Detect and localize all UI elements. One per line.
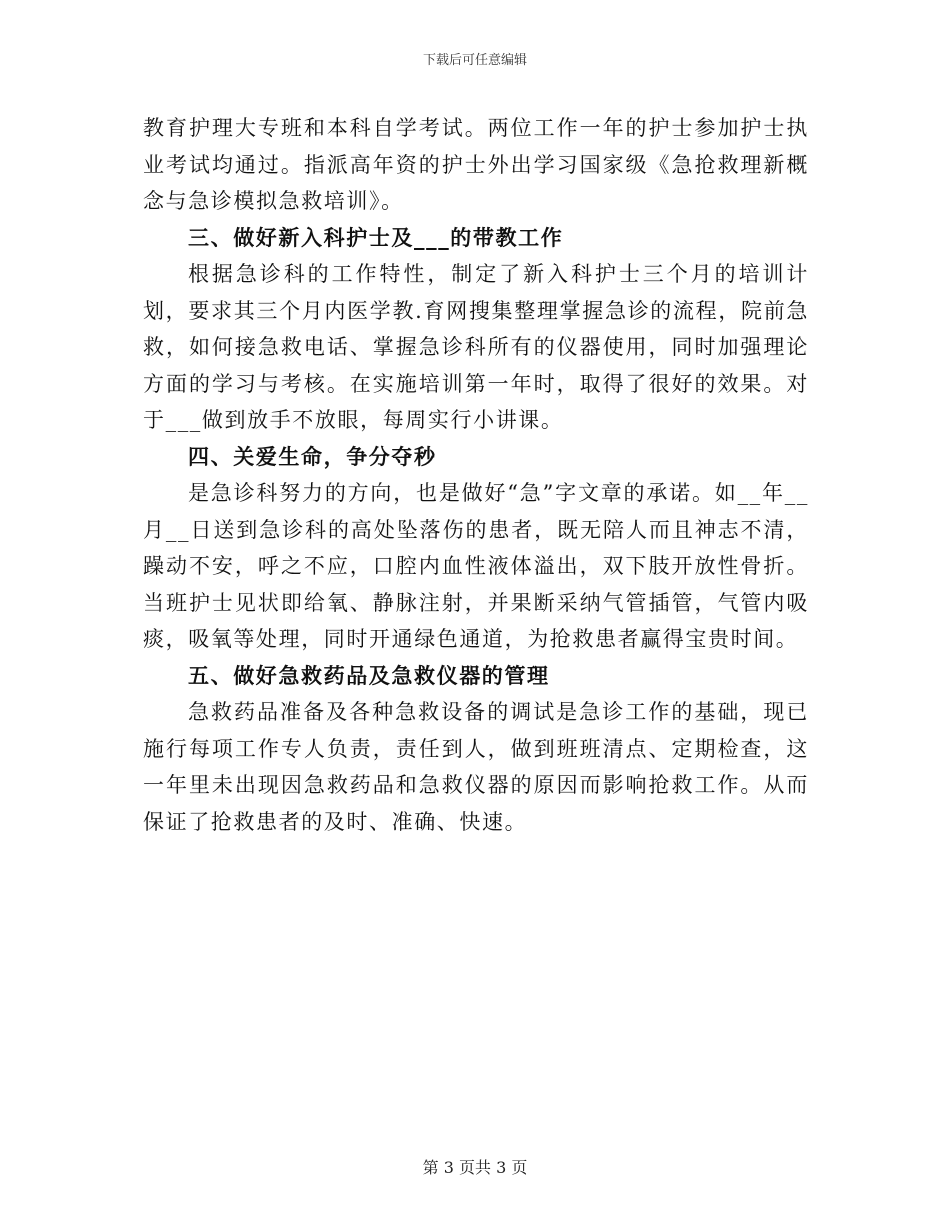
section-heading-3: 三、做好新入科护士及___的带教工作 — [188, 224, 564, 250]
section-heading-4: 四、关爱生命，争分夺秒 — [188, 443, 437, 469]
section-heading-5: 五、做好急救药品及急救仪器的管理 — [188, 662, 550, 688]
page-number-footer: 第 3 页共 3 页 — [422, 1158, 528, 1177]
paragraph-continuation: 教育护理大专班和本科自学考试。两位工作一年的护士参加护士执业考试均通过。指派高年资的护士外出学习国家级《急抢救理新概念与急诊模拟急救培训》。 — [143, 116, 809, 213]
page-header-note: 下载后可任意编辑 — [422, 53, 527, 68]
document-body — [143, 110, 809, 840]
section-3-paragraph: 根据急诊科的工作特性，制定了新入科护士三个月的培训计划，要求其三个月内医学教.育网搜集整理掌握急诊的流程，院前急救，如何接急救电话、掌握急诊科所有的仪器使用，同时加强理论方面的学习与考核。在实施培训第一年时，取得了很好的效果。对于___做到放手不放眼，每周实行小讲课。 — [143, 262, 809, 432]
section-5-paragraph: 急救药品准备及各种急救设备的调试是急诊工作的基础，现已施行每项工作专人负责，责任到人，做到班班清点、定期检查，这一年里未出现因急救药品和急救仪器的原因而影响抢救工作。从而保证了抢救患者的及时、准确、快速。 — [143, 700, 809, 834]
section-4-paragraph: 是急诊科努力的方向，也是做好“急”字文章的承诺。如__年__月__日送到急诊科的高处坠落伤的患者，既无陪人而且神志不清，躁动不安，呼之不应，口腔内血性液体溢出，双下肢开放性骨折。当班护士见状即给氧、静脉注射，并果断采纳气管插管，气管内吸痰，吸氧等处理，同时开通绿色通道，为抢救患者赢得宝贵时间。 — [143, 481, 809, 651]
